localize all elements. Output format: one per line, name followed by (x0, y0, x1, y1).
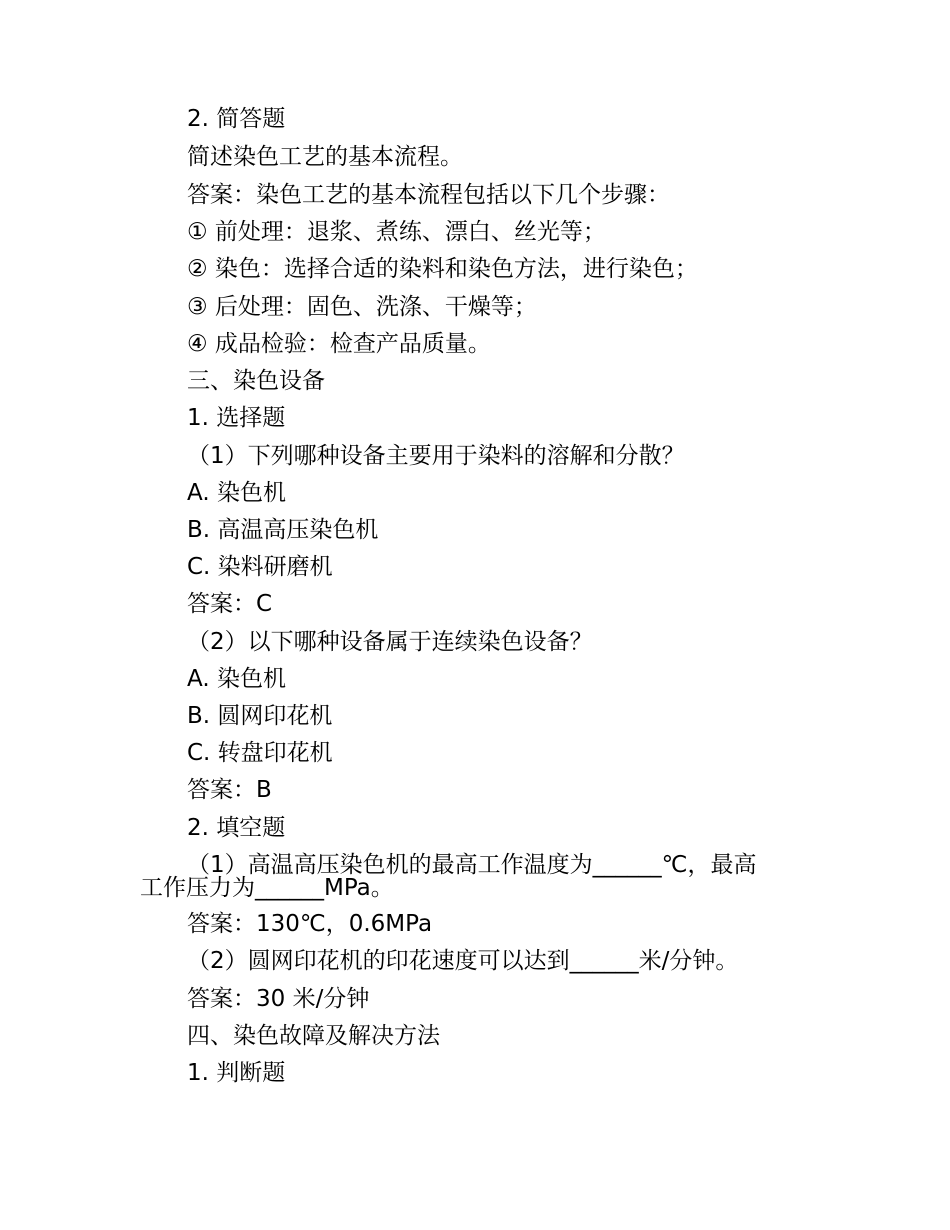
question-text: （1）高温高压染色机的最高工作温度为______℃，最高 (187, 852, 757, 878)
subsection-heading-multiple-choice: 1. 选择题 (187, 405, 286, 431)
option-b: B. 高温高压染色机 (187, 517, 379, 543)
option-c: C. 转盘印花机 (187, 740, 333, 766)
question-text: （2）圆网印花机的印花速度可以达到______米/分钟。 (187, 948, 739, 974)
answer-text: 答案：染色工艺的基本流程包括以下几个步骤： (187, 182, 670, 208)
answer-step-3: ③ 后处理：固色、洗涤、干燥等； (187, 294, 537, 320)
question-text: 简述染色工艺的基本流程。 (187, 144, 463, 170)
question-text-continuation: 工作压力为______MPa。 (140, 875, 394, 901)
option-a: A. 染色机 (187, 666, 286, 692)
answer-text: 答案：B (187, 777, 272, 803)
section-heading-short-answer: 2. 简答题 (187, 106, 286, 132)
subsection-heading-true-false: 1. 判断题 (187, 1060, 286, 1086)
option-c: C. 染料研磨机 (187, 554, 333, 580)
answer-text: 答案：30 米/分钟 (187, 986, 370, 1012)
option-b: B. 圆网印花机 (187, 703, 333, 729)
option-a: A. 染色机 (187, 480, 286, 506)
question-text: （2）以下哪种设备属于连续染色设备？ (187, 629, 593, 655)
answer-step-1: ① 前处理：退浆、煮练、漂白、丝光等； (187, 219, 606, 245)
subsection-heading-fill-in: 2. 填空题 (187, 815, 286, 841)
section-heading-faults: 四、染色故障及解决方法 (187, 1023, 440, 1049)
answer-step-4: ④ 成品检验：检查产品质量。 (187, 331, 491, 357)
answer-step-2: ② 染色：选择合适的染料和染色方法，进行染色； (187, 256, 698, 282)
answer-text: 答案：C (187, 591, 273, 617)
section-heading-equipment: 三、染色设备 (187, 368, 325, 394)
question-text: （1）下列哪种设备主要用于染料的溶解和分散？ (187, 443, 685, 469)
answer-text: 答案：130℃，0.6MPa (187, 911, 433, 937)
